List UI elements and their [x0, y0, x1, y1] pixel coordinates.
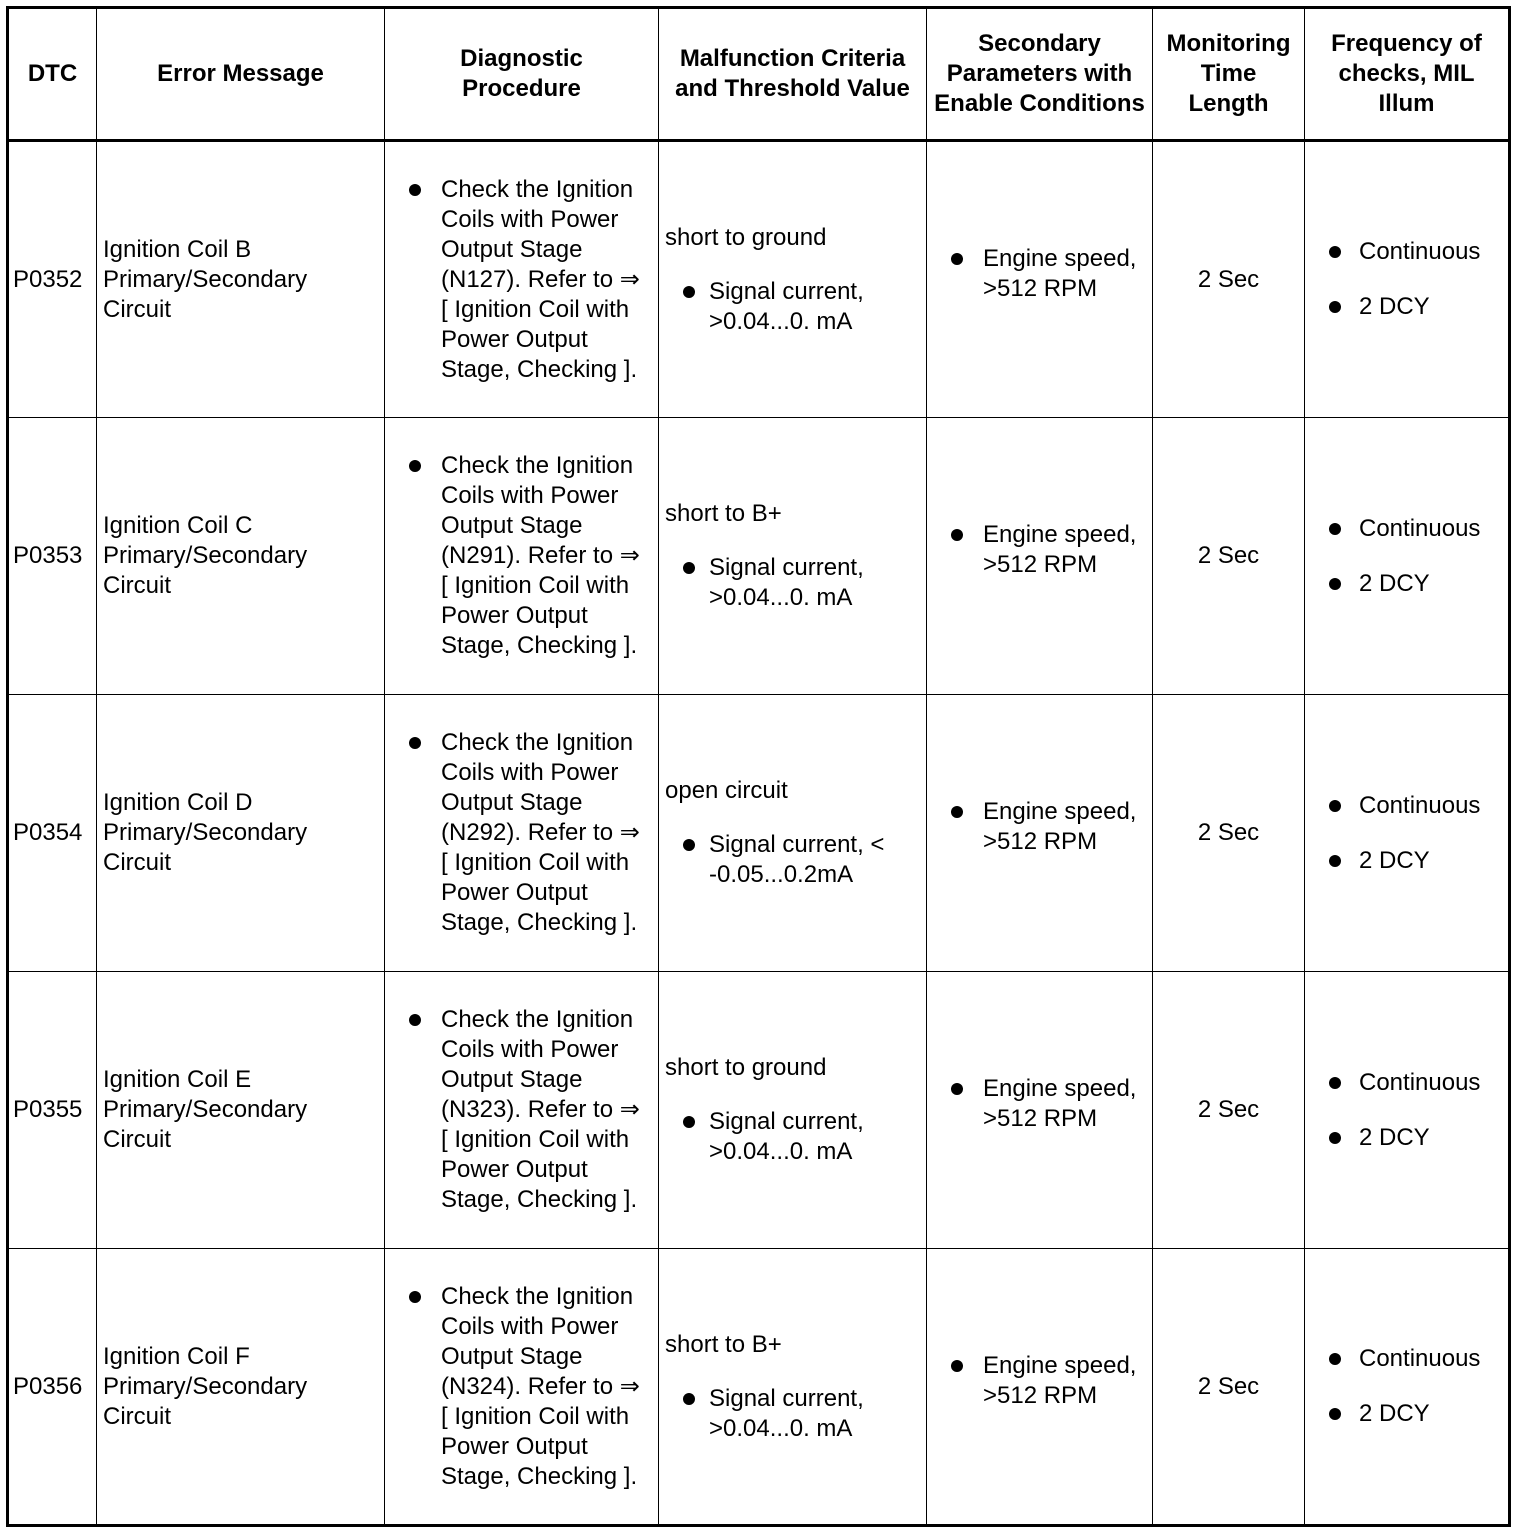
- malfunction-criteria-cell: [659, 695, 927, 972]
- secondary-parameters-cell: [927, 695, 1153, 972]
- monitoring-time: 2 Sec: [1153, 1249, 1305, 1526]
- mil-illumination: 2 DCY: [1311, 1123, 1502, 1153]
- secondary-parameter: Engine speed, >512 RPM: [933, 1074, 1146, 1134]
- threshold-value: Signal current, >0.04...0. mA: [665, 277, 920, 337]
- malfunction-criteria: short to B+: [665, 500, 782, 527]
- table-row: [8, 1249, 1510, 1526]
- table-row: [8, 972, 1510, 1249]
- mil-illumination: 2 DCY: [1311, 846, 1502, 876]
- diagnostic-procedure-text: Check the Ignition Coils with Power Output Stage (N324). Refer to ⇒ [ Ignition Coil with Power Output Stage, Checking ].: [391, 1282, 652, 1492]
- diagnostic-procedure-text: Check the Ignition Coils with Power Output Stage (N292). Refer to ⇒ [ Ignition Coil with Power Output Stage, Checking ].: [391, 728, 652, 938]
- secondary-parameter: Engine speed, >512 RPM: [933, 244, 1146, 304]
- diagnostic-procedure-text: Check the Ignition Coils with Power Output Stage (N291). Refer to ⇒ [ Ignition Coil with Power Output Stage, Checking ].: [391, 451, 652, 661]
- mil-illumination: 2 DCY: [1311, 292, 1502, 322]
- error-message: Ignition Coil F Primary/Secondary Circuit: [97, 1249, 385, 1526]
- secondary-parameters-cell: [927, 418, 1153, 695]
- frequency-cell: [1305, 1249, 1510, 1526]
- diagnostic-procedure-cell: [385, 972, 659, 1249]
- error-message: Ignition Coil D Primary/Secondary Circuit: [97, 695, 385, 972]
- frequency-cell: [1305, 418, 1510, 695]
- frequency-cell: [1305, 141, 1510, 418]
- header-row: [8, 8, 1510, 141]
- check-frequency: Continuous: [1311, 514, 1502, 544]
- secondary-parameter: Engine speed, >512 RPM: [933, 797, 1146, 857]
- secondary-parameter: Engine speed, >512 RPM: [933, 1351, 1146, 1411]
- threshold-value: Signal current, >0.04...0. mA: [665, 1384, 920, 1444]
- diagnostic-procedure-cell: [385, 418, 659, 695]
- header-diagnostic-procedure: Diagnostic Procedure: [385, 8, 659, 141]
- threshold-value: Signal current, >0.04...0. mA: [665, 553, 920, 613]
- check-frequency: Continuous: [1311, 1068, 1502, 1098]
- monitoring-time: 2 Sec: [1153, 695, 1305, 972]
- mil-illumination: 2 DCY: [1311, 1399, 1502, 1429]
- error-message: Ignition Coil C Primary/Secondary Circuit: [97, 418, 385, 695]
- table-row: [8, 141, 1510, 418]
- dtc-code: P0355: [8, 972, 97, 1249]
- error-message: Ignition Coil B Primary/Secondary Circuit: [97, 141, 385, 418]
- monitoring-time: 2 Sec: [1153, 972, 1305, 1249]
- table-row: [8, 418, 1510, 695]
- malfunction-criteria-cell: [659, 972, 927, 1249]
- header-dtc: DTC: [8, 8, 97, 141]
- malfunction-criteria: short to ground: [665, 1054, 827, 1081]
- check-frequency: Continuous: [1311, 791, 1502, 821]
- monitoring-time: 2 Sec: [1153, 141, 1305, 418]
- diagnostic-procedure-text: Check the Ignition Coils with Power Output Stage (N127). Refer to ⇒ [ Ignition Coil with Power Output Stage, Checking ].: [391, 175, 652, 385]
- malfunction-criteria: short to B+: [665, 1330, 782, 1358]
- malfunction-criteria-cell: [659, 1249, 927, 1526]
- error-message: Ignition Coil E Primary/Secondary Circuit: [97, 972, 385, 1249]
- secondary-parameters-cell: [927, 141, 1153, 418]
- header-secondary-parameters: Secondary Parameters with Enable Conditions: [927, 8, 1153, 141]
- dtc-code: P0354: [8, 695, 97, 972]
- mil-illumination: 2 DCY: [1311, 569, 1502, 599]
- diagnostic-procedure-cell: [385, 1249, 659, 1526]
- dtc-code: P0356: [8, 1249, 97, 1526]
- secondary-parameter: Engine speed, >512 RPM: [933, 520, 1146, 580]
- malfunction-criteria-cell: [659, 141, 927, 418]
- dtc-code: P0352: [8, 141, 97, 418]
- diagnostic-procedure-cell: [385, 141, 659, 418]
- threshold-value: Signal current, < -0.05...0.2mA: [665, 830, 920, 890]
- frequency-cell: [1305, 695, 1510, 972]
- secondary-parameters-cell: [927, 972, 1153, 1249]
- check-frequency: Continuous: [1311, 1344, 1502, 1374]
- header-error-message: Error Message: [97, 8, 385, 141]
- header-malfunction-criteria: Malfunction Criteria and Threshold Value: [659, 8, 927, 141]
- monitoring-time: 2 Sec: [1153, 418, 1305, 695]
- dtc-table: [6, 6, 1511, 1527]
- header-frequency: Frequency of checks, MIL Illum: [1305, 8, 1510, 141]
- check-frequency: Continuous: [1311, 237, 1502, 267]
- threshold-value: Signal current, >0.04...0. mA: [665, 1107, 920, 1167]
- malfunction-criteria: open circuit: [665, 777, 788, 804]
- malfunction-criteria-cell: [659, 418, 927, 695]
- frequency-cell: [1305, 972, 1510, 1249]
- diagnostic-procedure-text: Check the Ignition Coils with Power Output Stage (N323). Refer to ⇒ [ Ignition Coil with Power Output Stage, Checking ].: [391, 1005, 652, 1215]
- secondary-parameters-cell: [927, 1249, 1153, 1526]
- header-monitoring-time: Monitoring Time Length: [1153, 8, 1305, 141]
- table-row: [8, 695, 1510, 972]
- dtc-code: P0353: [8, 418, 97, 695]
- diagnostic-procedure-cell: [385, 695, 659, 972]
- malfunction-criteria: short to ground: [665, 223, 827, 251]
